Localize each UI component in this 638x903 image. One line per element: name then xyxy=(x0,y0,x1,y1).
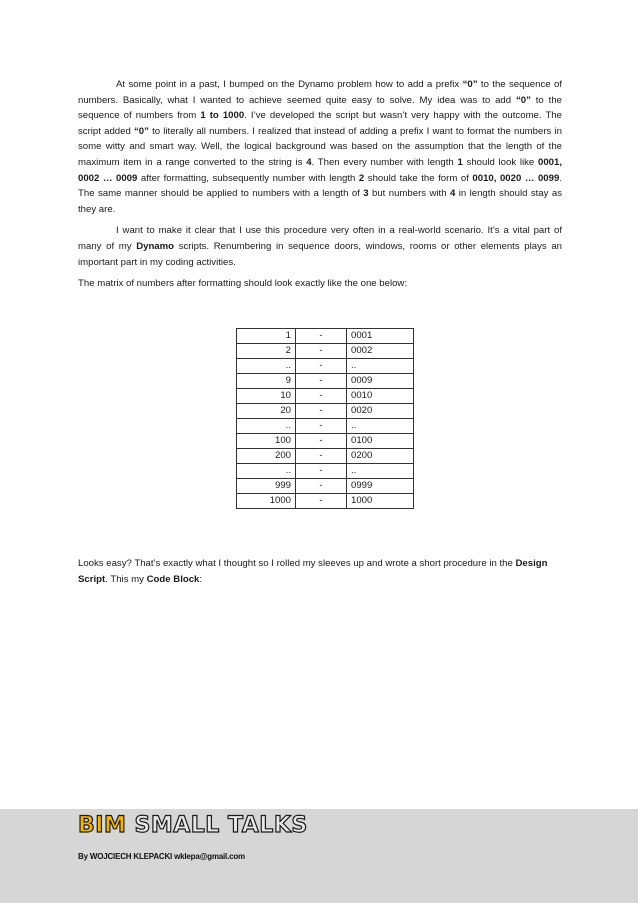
input-number-cell: 1000 xyxy=(237,494,296,509)
bold-run: 0001, 0002 … 0009 xyxy=(78,156,562,184)
text-run: . This my xyxy=(105,573,147,585)
text-run: after formatting, subsequently number with length xyxy=(137,172,359,184)
matrix-table-wrapper xyxy=(236,328,414,509)
bold-run: 1 xyxy=(457,156,463,168)
formatted-number-cell: 0010 xyxy=(347,389,414,404)
formatted-number-cell: 0999 xyxy=(347,479,414,494)
formatted-number-cell: 0002 xyxy=(347,344,414,359)
text-run: : xyxy=(199,573,203,585)
input-number-cell: .. xyxy=(237,359,296,374)
table-row xyxy=(237,494,414,509)
bold-run: Design Script xyxy=(78,558,548,585)
table-row xyxy=(237,404,414,419)
bold-run: 2 xyxy=(358,172,365,184)
separator-cell: - xyxy=(296,359,347,374)
text-run: . Then every number with length xyxy=(311,156,458,168)
input-number-cell: 200 xyxy=(237,449,296,464)
table-row xyxy=(237,389,414,404)
separator-cell: - xyxy=(296,374,347,389)
formatted-number-cell: 0200 xyxy=(347,449,414,464)
separator-cell: - xyxy=(296,344,347,359)
text-run: I want to make it clear that I use this procedure very often in a real-world scenario. It’s a vital part of many of my xyxy=(78,225,562,252)
logo-bim: BIM xyxy=(78,813,127,838)
paragraph-matrix-intro: The matrix of numbers after formatting should look exactly like the one below: xyxy=(78,278,408,290)
table-row xyxy=(237,479,414,494)
table-row xyxy=(237,359,414,374)
separator-cell: - xyxy=(296,494,347,509)
logo-small-talks: SMALL TALKS xyxy=(126,813,308,838)
bold-run: “0” xyxy=(462,79,478,90)
bold-run: “0” xyxy=(515,94,531,106)
text-run: but numbers with xyxy=(368,188,450,200)
separator-cell: - xyxy=(296,419,347,434)
number-matrix-table xyxy=(236,328,414,509)
matrix-table-body xyxy=(237,329,414,509)
paragraph-code-block-intro xyxy=(78,556,562,587)
formatted-number-cell: .. xyxy=(347,464,414,479)
table-row xyxy=(237,464,414,479)
bold-run: 3 xyxy=(363,188,369,200)
input-number-cell: 2 xyxy=(237,344,296,359)
text-run: scripts. Renumbering in sequence doors, windows, rooms or other elements plays an important part in my coding activities. xyxy=(78,240,562,268)
table-row xyxy=(237,419,414,434)
text-run: Looks easy? That’s exactly what I thought so I rolled my sleeves up and wrote a short procedure in the xyxy=(78,558,516,569)
bim-small-talks-logo xyxy=(78,812,308,840)
separator-cell: - xyxy=(296,449,347,464)
separator-cell: - xyxy=(296,434,347,449)
text-run: to literally all numbers. I realized that instead of adding a prefix I want to format the numbers in some witty and smart way. Well, the logical background was based on the assumption that the length of the maximum item in a range converted to the string is xyxy=(78,125,562,168)
paragraph-intro xyxy=(78,77,562,217)
input-number-cell: .. xyxy=(237,419,296,434)
formatted-number-cell: 0001 xyxy=(347,329,414,344)
bold-run: “0” xyxy=(133,125,149,137)
text-run: should look like xyxy=(462,156,538,168)
text-run: . I’ve developed the script but wasn’t very happy with the outcome. The script added xyxy=(78,110,562,137)
bold-run: 4 xyxy=(306,156,312,168)
formatted-number-cell: 1000 xyxy=(347,494,414,509)
author-byline: By WOJCIECH KLEPACKI wklepa@gmail.com xyxy=(78,852,245,861)
table-row xyxy=(237,344,414,359)
text-run: should take the form of xyxy=(364,172,473,184)
input-number-cell: 999 xyxy=(237,479,296,494)
input-number-cell: 9 xyxy=(237,374,296,389)
body-text xyxy=(78,77,562,298)
text-run: At some point in a past, I bumped on the Dynamo problem how to add a prefix xyxy=(116,79,463,90)
text-run: in length should stay as they are. xyxy=(78,188,562,215)
input-number-cell: .. xyxy=(237,464,296,479)
table-row xyxy=(237,449,414,464)
separator-cell: - xyxy=(296,479,347,494)
table-row xyxy=(237,329,414,344)
separator-cell: - xyxy=(296,389,347,404)
formatted-number-cell: .. xyxy=(347,359,414,374)
bold-run: Dynamo xyxy=(136,240,175,252)
formatted-number-cell: 0020 xyxy=(347,404,414,419)
formatted-number-cell: .. xyxy=(347,419,414,434)
separator-cell: - xyxy=(296,329,347,344)
input-number-cell: 10 xyxy=(237,389,296,404)
text-run: to the sequence of numbers from xyxy=(78,94,562,122)
input-number-cell: 20 xyxy=(237,404,296,419)
bold-run: 4 xyxy=(449,188,456,200)
bold-run: 1 to 1000 xyxy=(200,110,245,122)
input-number-cell: 1 xyxy=(237,329,296,344)
bold-run: 0010, 0020 … 0099 xyxy=(472,172,560,184)
table-row xyxy=(237,434,414,449)
table-row xyxy=(237,374,414,389)
text-run: . The same manner should be applied to numbers with a length of xyxy=(78,172,562,200)
bold-run: Code Block xyxy=(146,573,200,585)
input-number-cell: 100 xyxy=(237,434,296,449)
paragraph-usage xyxy=(78,223,562,270)
separator-cell: - xyxy=(296,404,347,419)
formatted-number-cell: 0100 xyxy=(347,434,414,449)
formatted-number-cell: 0009 xyxy=(347,374,414,389)
separator-cell: - xyxy=(296,464,347,479)
text-run: to the sequence of numbers. Basically, what I wanted to achieve seemed quite easy to solve. My idea was to add xyxy=(78,79,562,106)
